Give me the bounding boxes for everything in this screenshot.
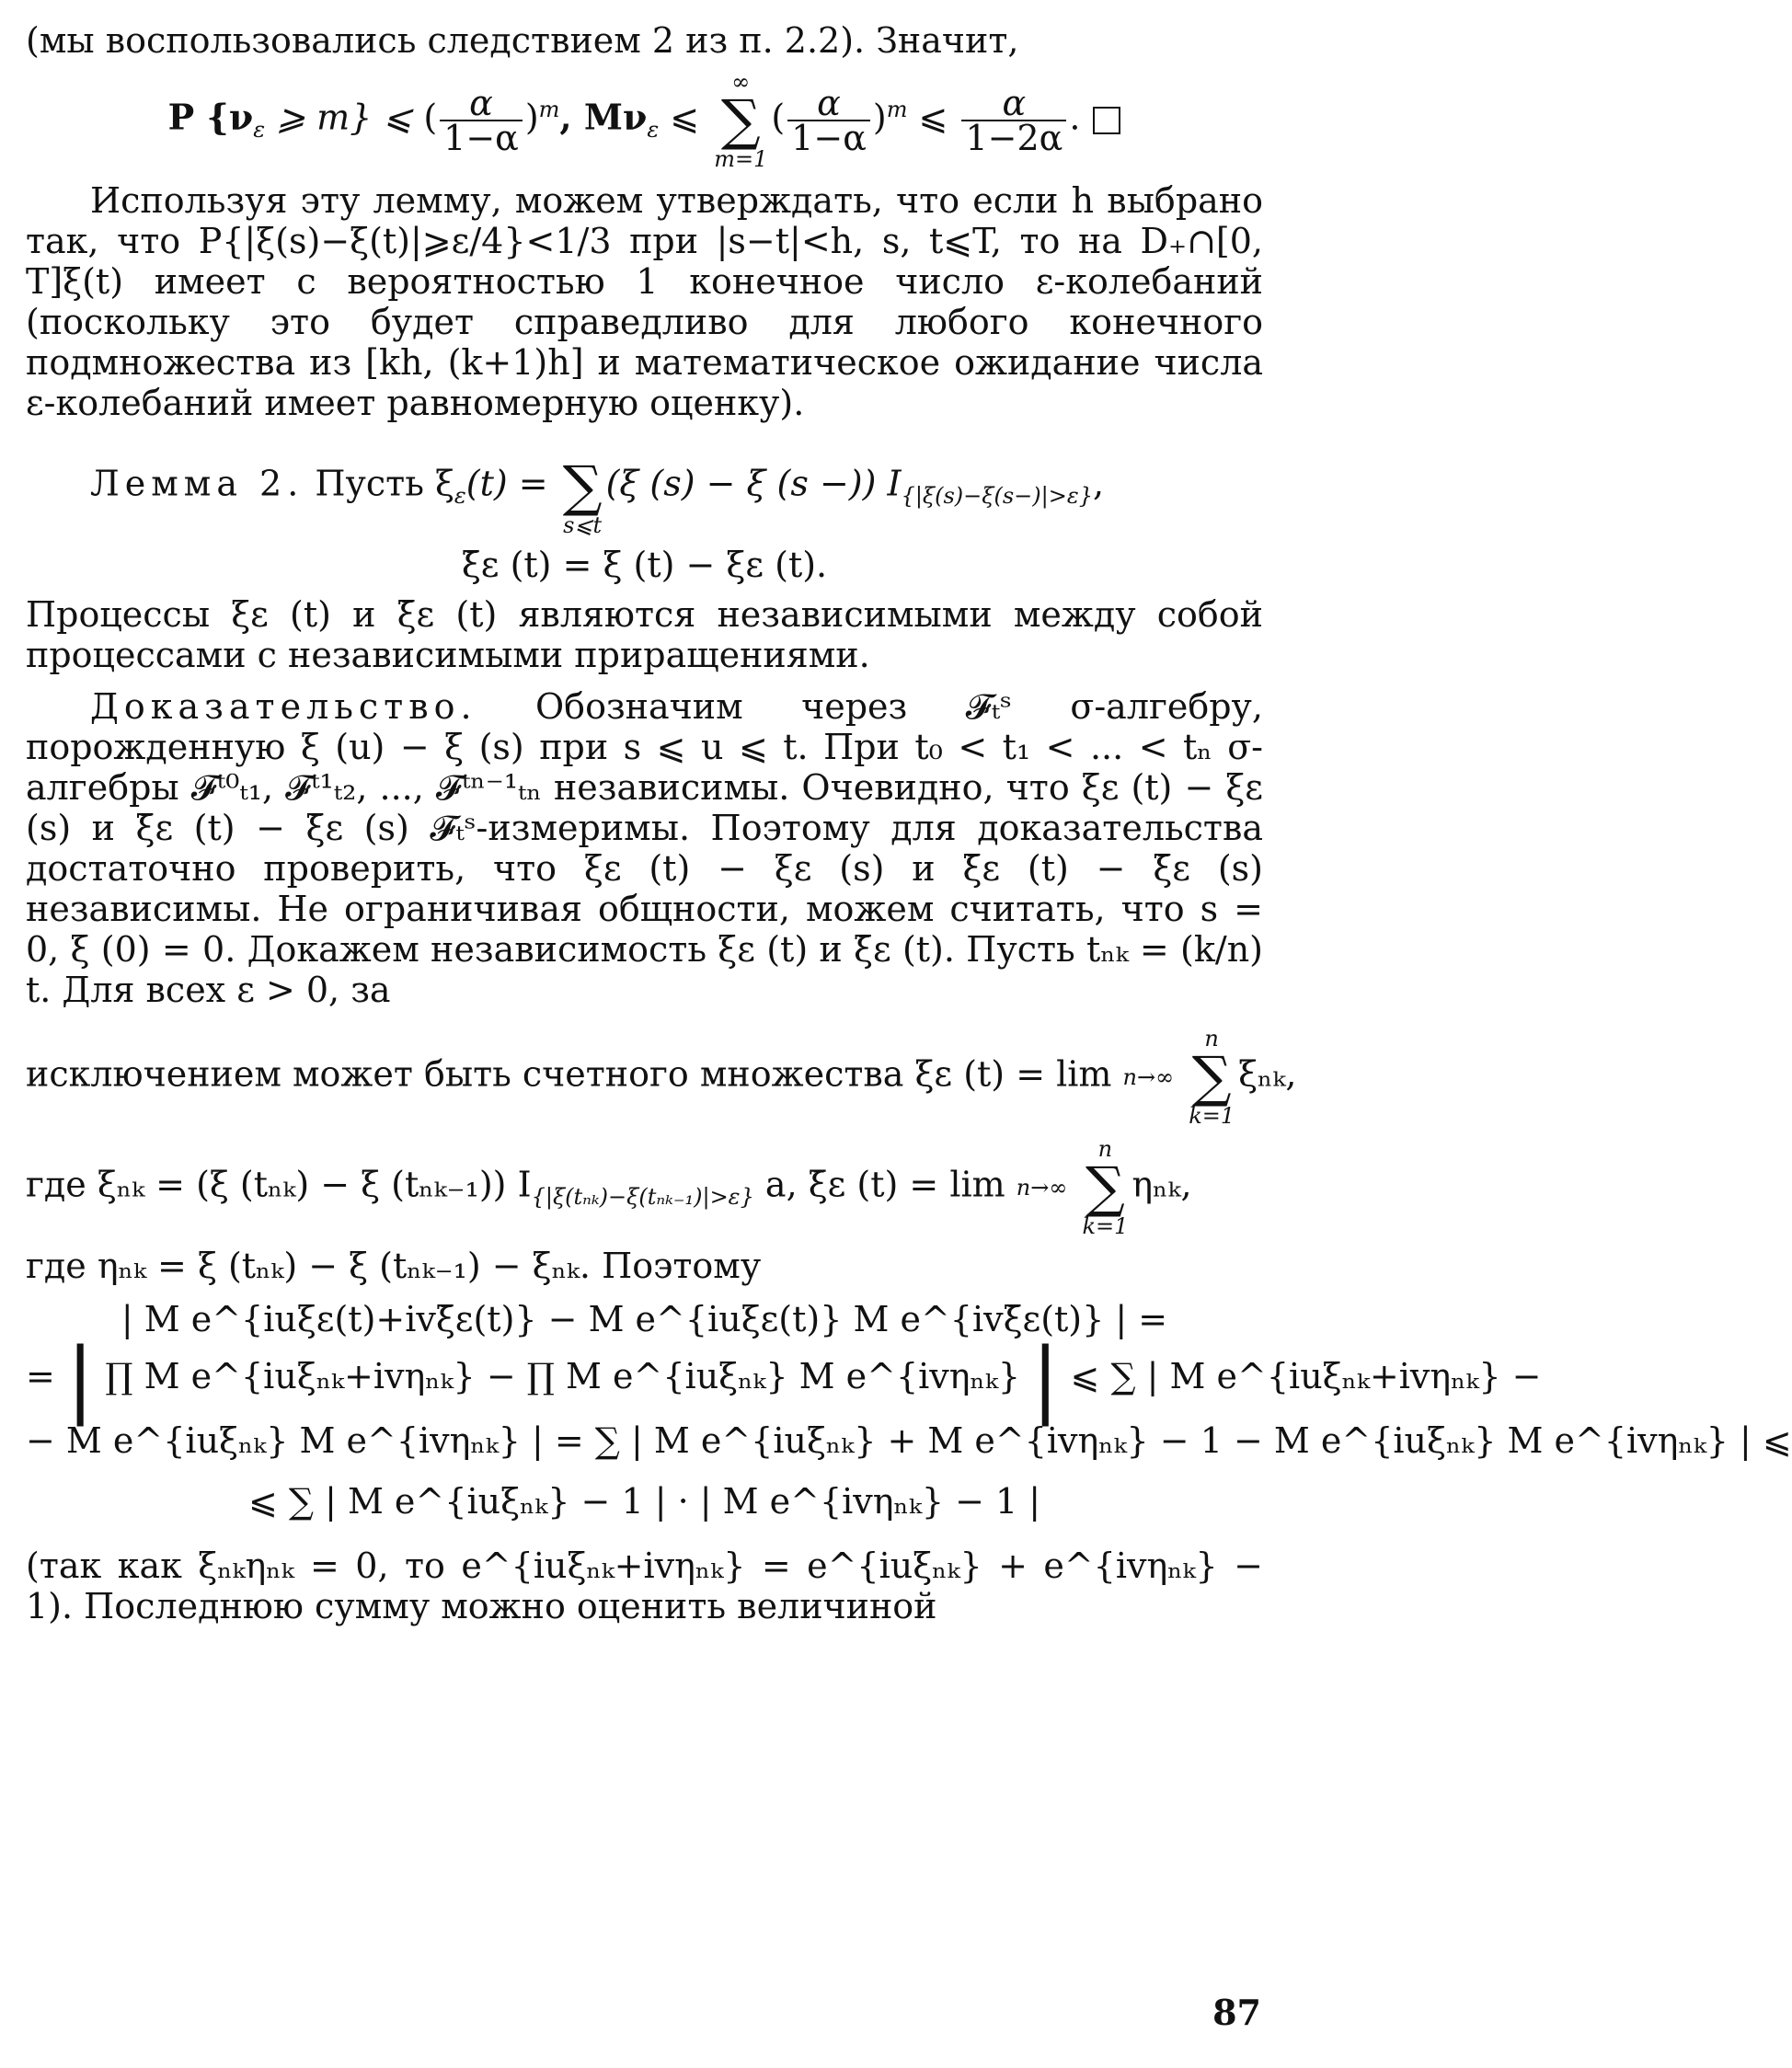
- lemma-2-statement: Лемма 2. Пусть $\xi_\varepsilon(t)$ = ∑ s⩽t (ξ (s) − ξ (s −)) $I_{\{|\xi(s)-\xi(s-)|>\varepsilon\}}$,: [90, 454, 1105, 538]
- equation-probability-bound: P {$\nu_\varepsilon$ ⩾ m} ⩽ ( $\frac{\alpha}{1-\alpha}$ )$^m$, $M\nu_\varepsilon$ ⩽ ∞ ∑ m=1 ( $\frac{\alpha}{1-\alpha}$ )$^m$ ⩽ $\frac{\alpha}{1-2\alpha}$ .: [26, 70, 1263, 171]
- calc-line-2: = | ∏ M e^{iuξₙₖ+ivηₙₖ} − ∏ M e^{iuξₙₖ} M e^{ivηₙₖ} | ⩽ ∑ | M e^{iuξₙₖ+ivηₙₖ} −: [26, 1330, 1542, 1428]
- proof-eta-definition: где ηₙₖ = ξ (tₙₖ) − ξ (tₙₖ₋₁) − ξₙₖ. Поэтому: [26, 1246, 762, 1286]
- intro-line: (мы воспользовались следствием 2 из п. 2.2). Значит,: [26, 20, 1019, 61]
- lemma-2-line2: ξ̄ε (t) = ξ (t) − ξε (t).: [461, 545, 828, 585]
- paragraph-lemma-usage: Используя эту лемму, можем утверждать, что если h выбрано так, что P{|ξ(s)−ξ(t)|⩾ε/4}<1/3 при |s−t|<h, s, t⩽T, то на D₊∩[0, T]ξ(t) имеет с вероятностью 1 конечное число ε-колебаний (поскольку это будет справедливо для любого конечного подмножества из [kh, (k+1)h] и математическое ожидание числа ε-колебаний имеет равномерную оценку).: [26, 180, 1263, 423]
- paragraph-processes: Процессы ξε (t) и ξ̄ε (t) являются независимыми между собой процессами с независимыми приращениями.: [26, 594, 1263, 675]
- calc-line-4: ⩽ ∑ | M e^{iuξₙₖ} − 1 | · | M e^{ivηₙₖ} − 1 |: [247, 1480, 1041, 1522]
- calc-line-3: − M e^{iuξₙₖ} M e^{ivηₙₖ} | = ∑ | M e^{iuξₙₖ} + M e^{ivηₙₖ} − 1 − M e^{iuξₙₖ} M e^{ivηₙₖ} | ⩽: [26, 1419, 1792, 1461]
- qed-square-icon: [1093, 107, 1120, 134]
- proof-heading: Доказательство.: [90, 686, 477, 727]
- page-number: 87: [1212, 1992, 1261, 2033]
- proof-paragraph: Доказательство. Обозначим через 𝓕ₜˢ σ-алгебру, порожденную ξ (u) − ξ (s) при s ⩽ u ⩽ t. При t₀ < t₁ < ... < tₙ σ-алгебры 𝓕ᵗ⁰ₜ₁, 𝓕ᵗ¹ₜ₂, ..., 𝓕ᵗⁿ⁻¹ₜₙ независимы. Очевидно, что ξε (t) − ξε (s) и ξ̄ε (t) − ξ̄ε (s) 𝓕ₜˢ-измеримы. Поэтому для доказательства достаточно проверить, что ξε (t) − ξε (s) и ξ̄ε (t) − ξ̄ε (s) независимы. Не ограничивая общности, можем считать, что s = 0, ξ (0) = 0. Докажем независимость ξε (t) и ξ̄ε (t). Пусть tₙₖ = (k/n) t. Для всех ε > 0, за: [26, 686, 1263, 1010]
- page-content: [26, 20, 1792, 1626]
- paragraph-final-estimate: (так как ξₙₖηₙₖ = 0, то e^{iuξₙₖ+ivηₙₖ} = e^{iuξₙₖ} + e^{ivηₙₖ} − 1). Последнюю сумму можно оценить величиной: [26, 1545, 1263, 1626]
- calc-line-1: | M e^{iuξε(t)+ivξ̄ε(t)} − M e^{iuξε(t)} M e^{ivξ̄ε(t)} | =: [121, 1299, 1168, 1339]
- proof-limit-line-2: где ξₙₖ = (ξ (tₙₖ) − ξ (tₙₖ₋₁)) $I_{\{|\xi(t_{nk})-\xi(t_{nk-1})|>\varepsilon\}}$ а, ξ̄ε (t) = lim n→∞ n ∑ k=1 ηₙₖ,: [26, 1136, 1192, 1239]
- proof-limit-line-1: исключением может быть счетного множества ξε (t) = lim n→∞ n ∑ k=1 ξₙₖ,: [26, 1026, 1297, 1129]
